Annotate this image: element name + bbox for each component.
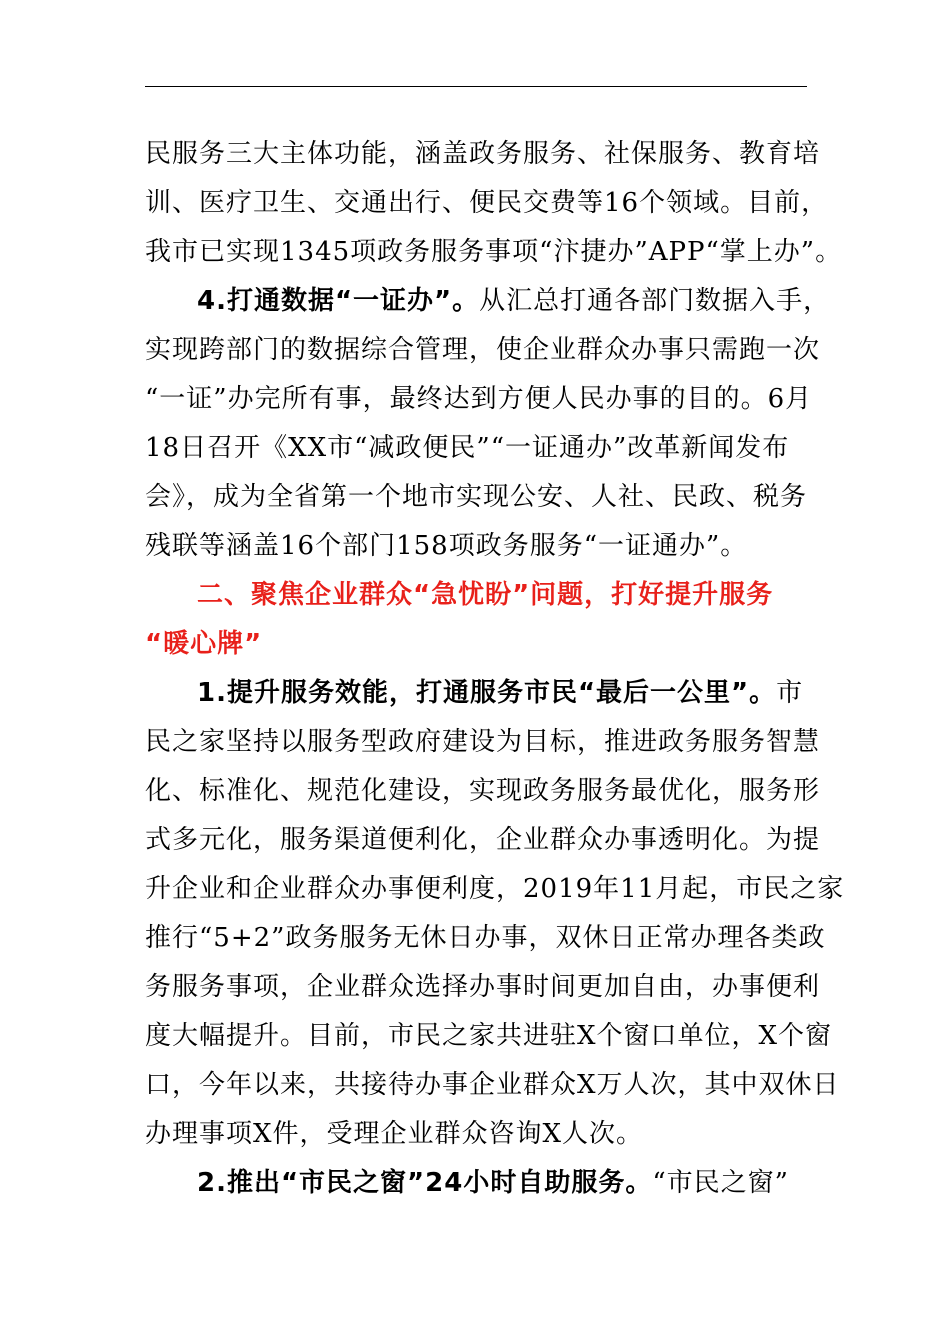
text-line: 口，今年以来，共接待办事企业群众X万人次，其中双休日 bbox=[145, 1070, 840, 1100]
paragraph-citizen-window bbox=[145, 1159, 810, 1208]
text-line: 升企业和企业群众办事便利度，2019年11月起，市民之家 bbox=[145, 874, 845, 904]
text-line: 会》，成为全省第一个地市实现公安、人社、民政、税务 bbox=[145, 482, 808, 512]
header-rule bbox=[145, 86, 807, 87]
text-line: “市民之窗” bbox=[652, 1168, 789, 1198]
paragraph-one-certificate bbox=[145, 277, 831, 571]
paragraph-heading: 2.推出“市民之窗”24小时自助服务。 bbox=[197, 1168, 653, 1198]
text-line: 办理事项X件，受理企业群众咨询X人次。 bbox=[145, 1119, 644, 1149]
text-line: 18日召开《XX市“减政便民”“一证通办”改革新闻发布 bbox=[145, 433, 790, 463]
text-line: 度大幅提升。目前，市民之家共进驻X个窗口单位，X个窗 bbox=[145, 1021, 833, 1051]
paragraph-continuation bbox=[145, 130, 843, 277]
paragraph-heading: 1.提升服务效能，打通服务市民“最后一公里”。 bbox=[197, 678, 777, 708]
text-line: 市 bbox=[776, 678, 804, 708]
paragraph-service-efficiency bbox=[145, 669, 845, 1159]
text-line: 化、标准化、规范化建设，实现政务服务最优化，服务形 bbox=[145, 776, 821, 806]
text-line: 民服务三大主体功能，涵盖政务服务、社保服务、教育培 bbox=[145, 139, 821, 169]
text-line: “一证”办完所有事，最终达到方便人民办事的目的。6月 bbox=[145, 384, 813, 414]
text-line: 我市已实现1345项政务服务事项“汴捷办”APP“掌上办”。 bbox=[145, 237, 843, 267]
paragraph-heading: 4.打通数据“一证办”。 bbox=[197, 286, 480, 316]
text-line: 务服务事项，企业群众选择办事时间更加自由，办事便利 bbox=[145, 972, 821, 1002]
section-heading bbox=[145, 571, 810, 669]
text-line: 推行“5+2”政务服务无休日办事，双休日正常办理各类政 bbox=[145, 923, 826, 953]
text-line: 民之家坚持以服务型政府建设为目标，推进政务服务智慧 bbox=[145, 727, 821, 757]
text-line: 从汇总打通各部门数据入手， bbox=[479, 286, 831, 316]
section-heading-line: 二、聚焦企业群众“急忧盼”问题，打好提升服务 bbox=[197, 580, 774, 610]
text-line: 式多元化，服务渠道便利化，企业群众办事透明化。为提 bbox=[145, 825, 821, 855]
document-body bbox=[145, 130, 845, 1208]
text-line: 残联等涵盖16个部门158项政务服务“一证通办”。 bbox=[145, 531, 748, 561]
section-heading-line: “暖心牌” bbox=[145, 629, 263, 659]
text-line: 训、医疗卫生、交通出行、便民交费等16个领域。目前， bbox=[145, 188, 829, 218]
text-line: 实现跨部门的数据综合管理，使企业群众办事只需跑一次 bbox=[145, 335, 821, 365]
